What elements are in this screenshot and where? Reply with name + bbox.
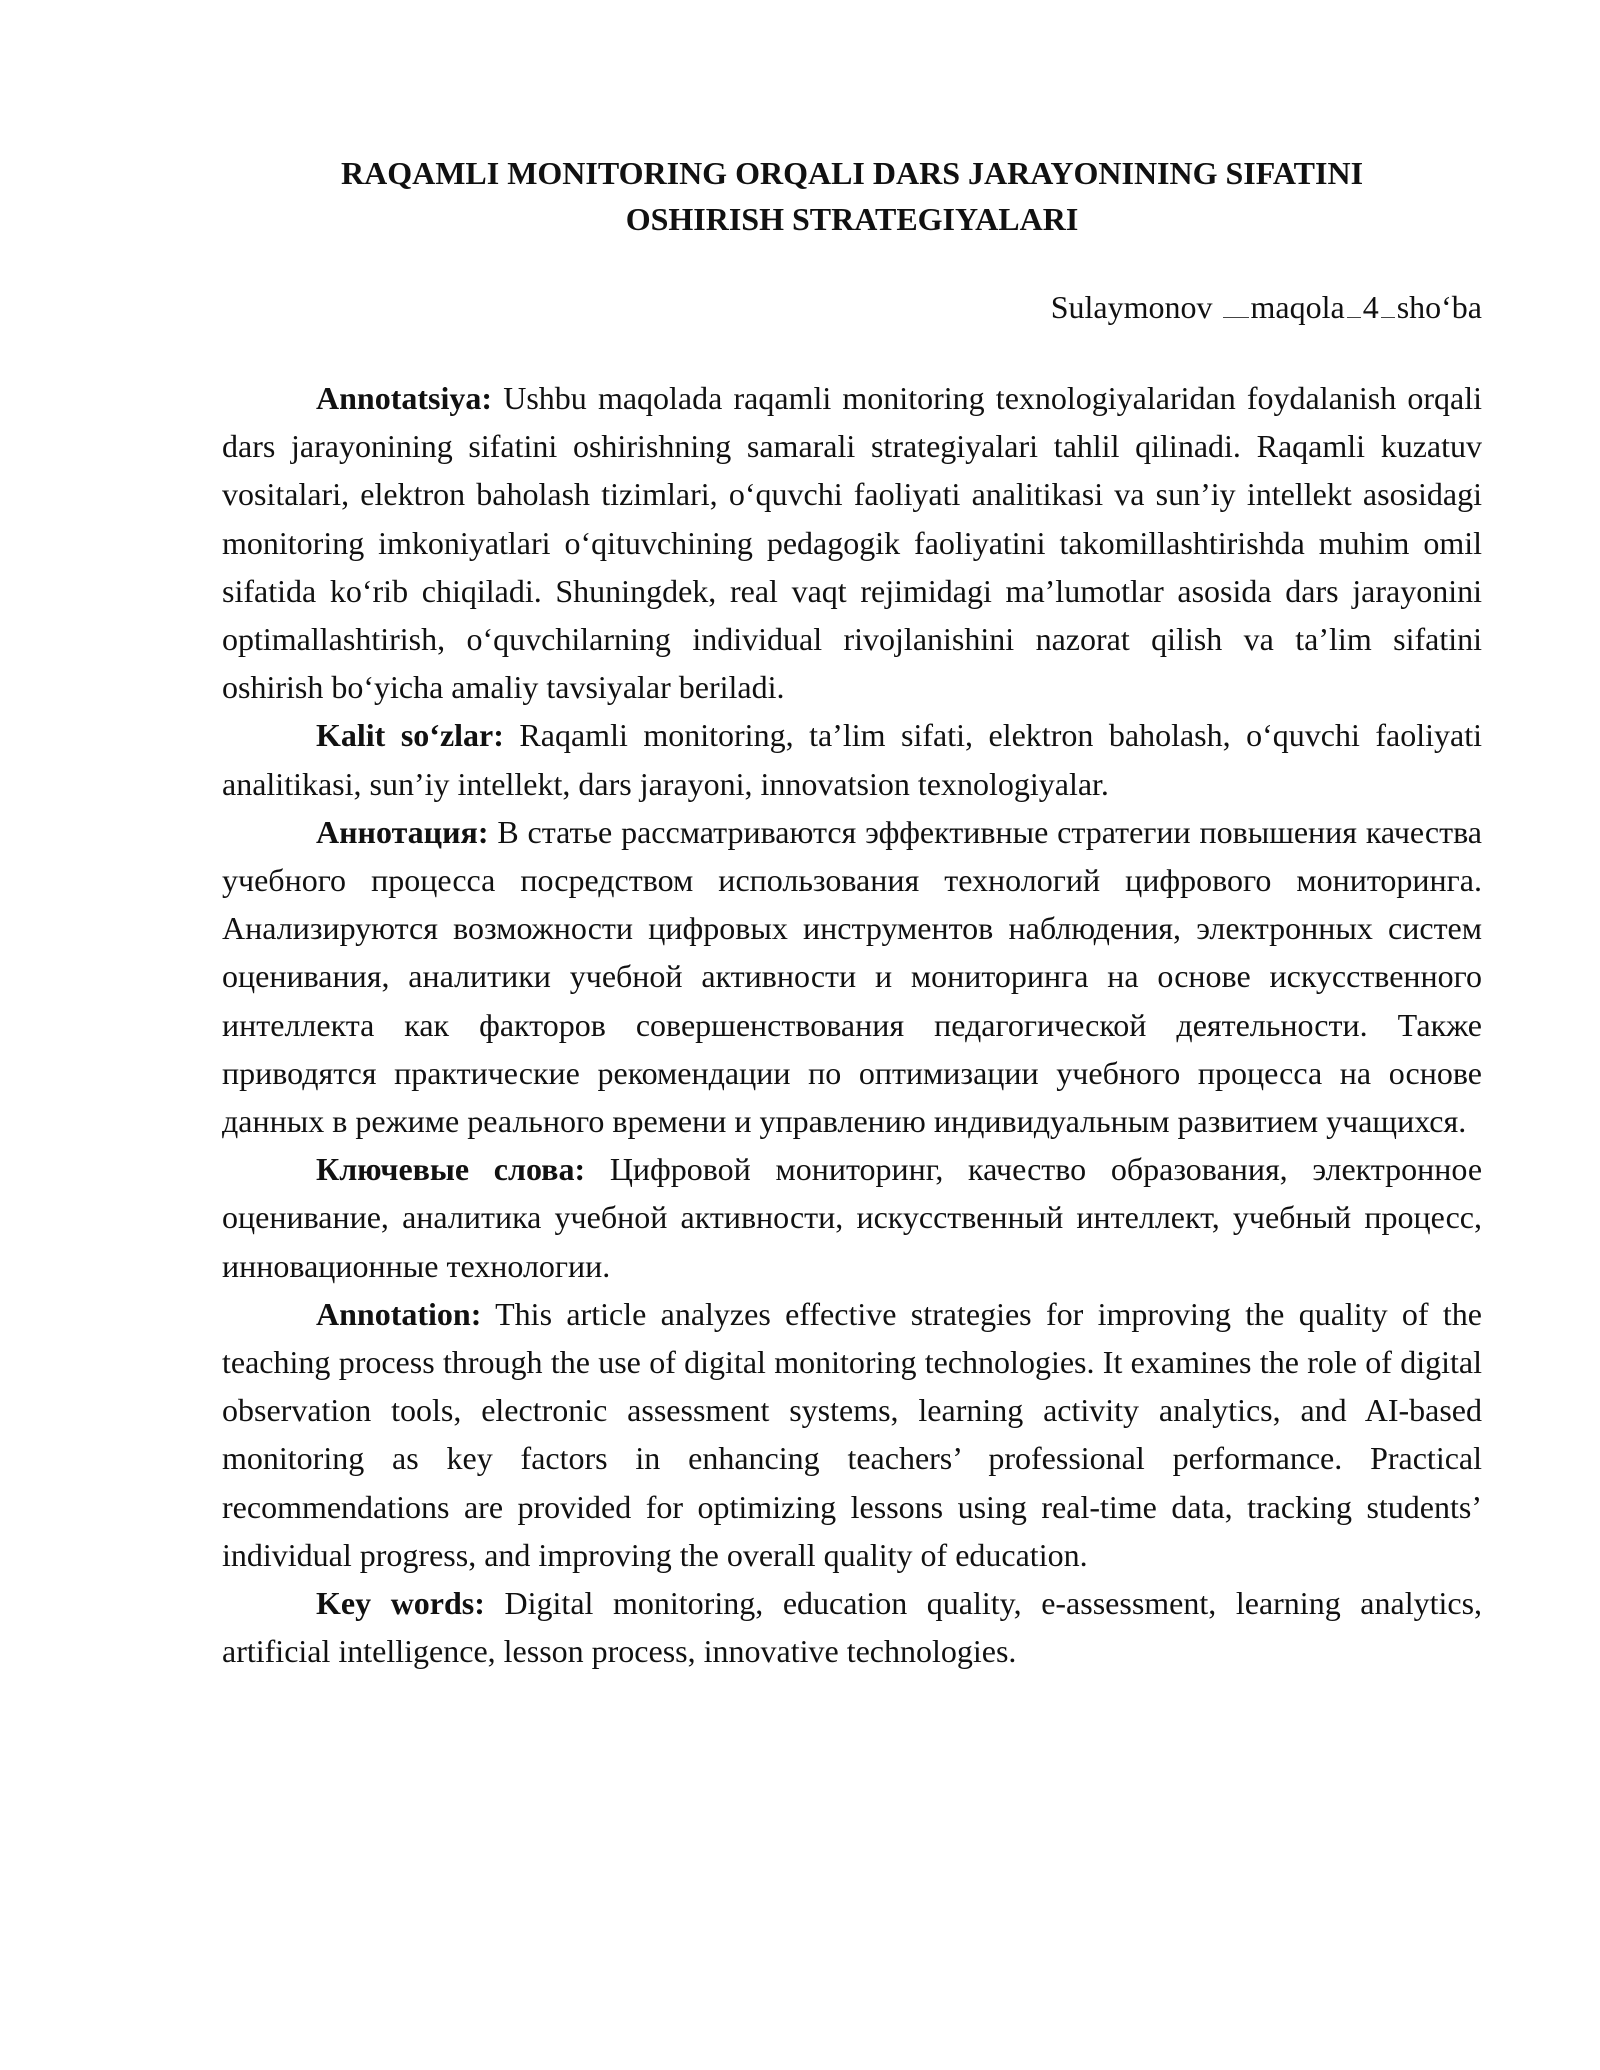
article-title [222, 150, 1482, 242]
annotation-ru [222, 808, 1482, 1145]
keywords-ru-text: Цифровой мониторинг, качество образования, электронное оценивание, аналитика учебной активности, искусственный интеллект, учебный процесс, инновационные технологии. [222, 1151, 1483, 1284]
annotation-ru-heading: Аннотация: [316, 813, 489, 850]
annotation-uz [222, 374, 1482, 711]
author-number: 4 [1362, 289, 1379, 325]
annotation-en [222, 1290, 1482, 1579]
keywords-en [222, 1579, 1482, 1675]
author-type: maqola [1250, 289, 1345, 325]
underscore-separator [1223, 317, 1249, 318]
keywords-uz-heading: Kalit so‘zlar: [316, 717, 504, 754]
article-title-line-2: OSHIRISH STRATEGIYALARI [625, 201, 1079, 237]
annotation-uz-text: Ushbu maqolada raqamli monitoring texnologiyalaridan foydalanish orqali dars jarayonining sifatini oshirishning samarali strategiyalari tahlil qilinadi. Raqamli kuzatuv vositalari, elektron baholash tizimlari, o‘quvchi faoliyati analitikasi va sun’iy intellekt asosidagi monitoring imkoniyatlari o‘qituvchining pedagogik faoliyatini takomillashtirishda muhim omil sifatida ko‘rib chiqiladi. Shuningdek, real vaqt rejimidagi ma’lumotlar asosida dars jarayonini optimallashtirish, o‘quvchilarning individual rivojlanishini nazorat qilish va ta’lim sifatini oshirish bo‘yicha amaliy tavsiyalar beriladi. [222, 380, 1483, 706]
underscore-separator [1381, 317, 1395, 318]
article-title-line-1: RAQAMLI MONITORING ORQALI DARS JARAYONINING SIFATINI [340, 155, 1364, 191]
document-page [222, 150, 1482, 1675]
annotation-ru-text: В статье рассматриваются эффективные стратегии повышения качества учебного процесса посредством использования технологий цифрового мониторинга. Анализируются возможности цифровых инструментов наблюдения, электронных систем оценивания, аналитики учебной активности и мониторинга на основе искусственного интеллекта как факторов совершенствования педагогической деятельности. Также приводятся практические рекомендации по оптимизации учебного процесса на основе данных в режиме реального времени и управлению индивидуальным развитием учащихся. [222, 813, 1482, 1140]
annotation-uz-heading: Annotatsiya: [316, 380, 493, 416]
keywords-ru-heading: Ключевые слова: [316, 1151, 586, 1188]
keywords-en-text: Digital monitoring, education quality, e-assessment, learning analytics, artificial intelligence, lesson process, innovative technologies. [222, 1585, 1483, 1670]
author-line [222, 284, 1482, 330]
annotation-en-heading: Annotation: [316, 1295, 482, 1332]
keywords-en-heading: Key words: [316, 1585, 485, 1622]
keywords-uz-text: Raqamli monitoring, ta’lim sifati, elektron baholash, o‘quvchi faoliyati analitikasi, sun’iy intellekt, dars jarayoni, innovatsion texnologiyalar. [222, 717, 1483, 802]
underscore-separator [1347, 317, 1361, 318]
author-name: Sulaymonov [1050, 289, 1213, 325]
keywords-ru [222, 1145, 1482, 1290]
keywords-uz [222, 711, 1482, 807]
annotation-en-text: This article analyzes effective strategies for improving the quality of the teaching process through the use of digital monitoring technologies. It examines the role of digital observation tools, electronic assessment systems, learning activity analytics, and AI-based monitoring as key factors in enhancing teachers’ professional performance. Practical recommendations are provided for optimizing lessons using real-time data, tracking students’ individual progress, and improving the overall quality of education. [222, 1295, 1483, 1573]
author-section: sho‘ba [1396, 289, 1482, 325]
